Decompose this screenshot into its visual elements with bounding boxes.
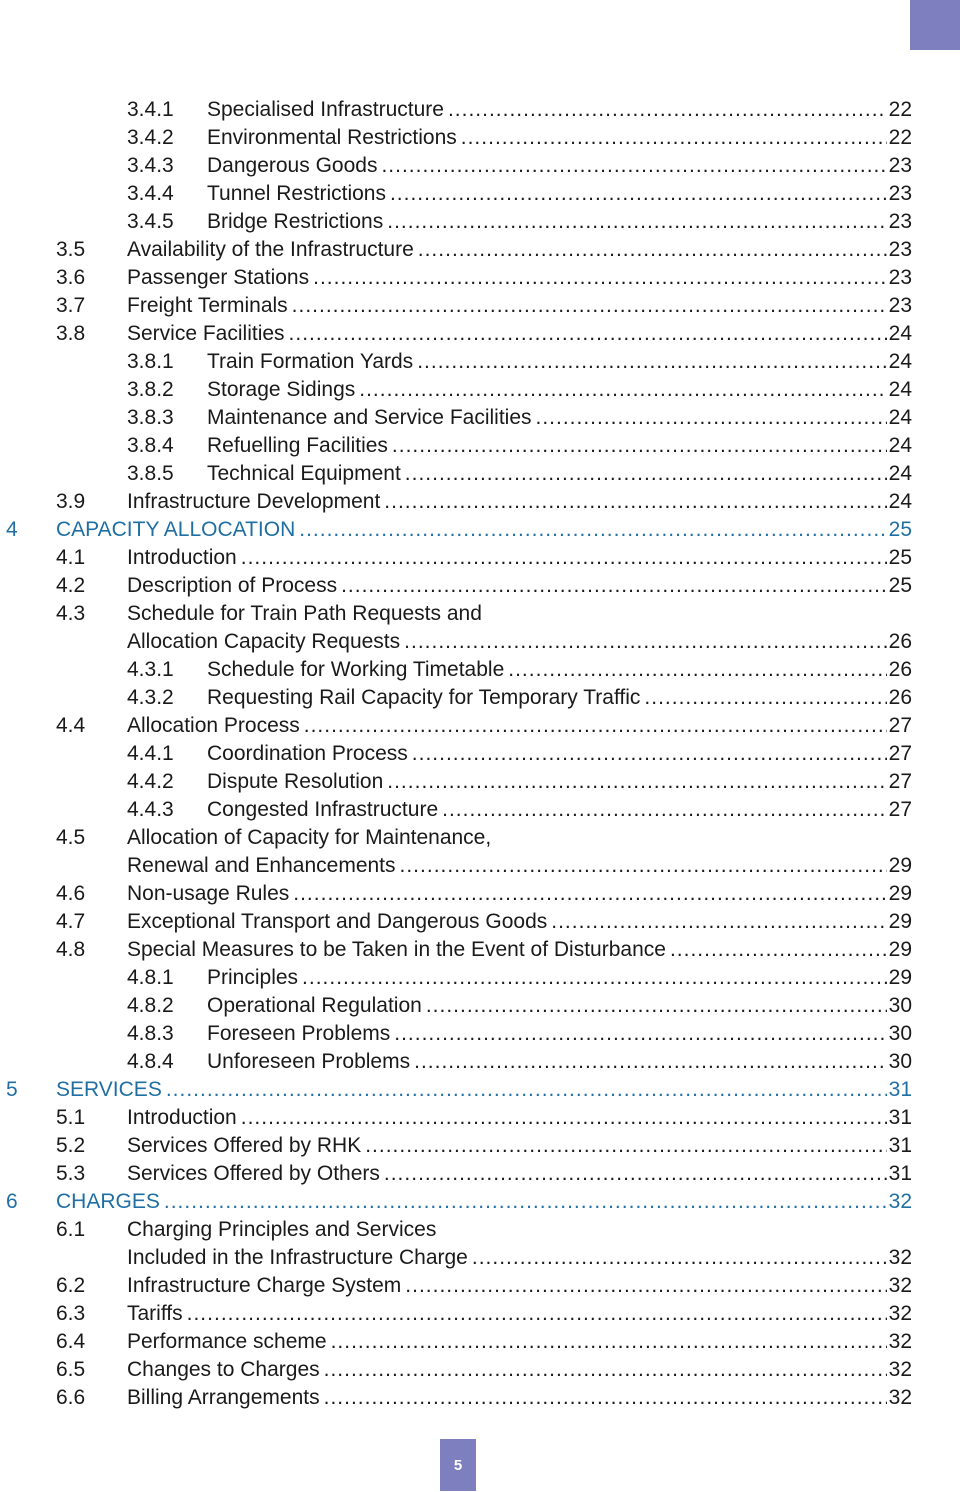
dot-leader <box>293 880 886 908</box>
toc-entry-page: 30 <box>888 1022 912 1045</box>
toc-entry-number: 3.4.4 <box>127 182 174 205</box>
toc-entry-number: 6 <box>6 1190 18 1213</box>
dot-leader <box>187 1300 887 1328</box>
toc-entry-page: 23 <box>888 294 912 317</box>
toc-entry-title: Availability of the Infrastructure <box>127 238 414 261</box>
toc-entry[interactable] <box>0 96 960 124</box>
toc-entry[interactable] <box>0 320 960 348</box>
toc-entry[interactable] <box>0 544 960 572</box>
toc-entry-title: Refuelling Facilities <box>207 434 388 457</box>
toc-entry[interactable] <box>0 1104 960 1132</box>
toc-entry[interactable] <box>0 152 960 180</box>
toc-entry[interactable] <box>0 1020 960 1048</box>
dot-leader <box>289 320 887 348</box>
toc-entry[interactable] <box>0 880 960 908</box>
toc-entry[interactable] <box>0 1160 960 1188</box>
toc-entry-title: Performance scheme <box>127 1330 327 1353</box>
toc-entry-title: CHARGES <box>56 1190 160 1213</box>
toc-entry-number: 4.8 <box>56 938 86 961</box>
toc-entry[interactable] <box>0 264 960 292</box>
dot-leader <box>442 796 887 824</box>
toc-entry-page: 32 <box>888 1246 912 1269</box>
toc-entry-number: 3.8.5 <box>127 462 174 485</box>
toc-entry-title: Schedule for Working Timetable <box>207 658 505 681</box>
toc-entry-page: 32 <box>888 1386 912 1409</box>
toc-entry-number: 4.6 <box>56 882 86 905</box>
toc-entry-number: 3.4.5 <box>127 210 174 233</box>
toc-entry-title: CAPACITY ALLOCATION <box>56 518 296 541</box>
toc-entry-page: 24 <box>888 350 912 373</box>
toc-entry-number: 4 <box>6 518 18 541</box>
toc-entry-page: 30 <box>888 1050 912 1073</box>
toc-entry-number: 4.5 <box>56 826 86 849</box>
toc-entry-number: 3.8.2 <box>127 378 174 401</box>
toc-entry[interactable] <box>0 1132 960 1160</box>
toc-entry[interactable] <box>0 600 960 628</box>
toc-entry-number: 3.5 <box>56 238 86 261</box>
toc-entry-title: Congested Infrastructure <box>207 798 439 821</box>
toc-entry-number: 4.7 <box>56 910 86 933</box>
toc-entry-number: 6.4 <box>56 1330 86 1353</box>
dot-leader <box>384 1160 887 1188</box>
dot-leader <box>241 1104 887 1132</box>
toc-entry-number: 3.6 <box>56 266 86 289</box>
toc-entry[interactable] <box>0 124 960 152</box>
toc-entry-title: Bridge Restrictions <box>207 210 384 233</box>
toc-entry-title: Description of Process <box>127 574 338 597</box>
toc-entry[interactable] <box>0 1076 960 1104</box>
toc-entry-page: 23 <box>888 210 912 233</box>
toc-entry-title: Included in the Infrastructure Charge <box>127 1246 468 1269</box>
toc-entry-page: 32 <box>888 1302 912 1325</box>
toc-entry-title: Specialised Infrastructure <box>207 98 444 121</box>
toc-entry[interactable] <box>0 376 960 404</box>
toc-entry-page: 23 <box>888 238 912 261</box>
toc-entry[interactable] <box>0 432 960 460</box>
toc-entry-title: Allocation Capacity Requests <box>127 630 401 653</box>
toc-entry[interactable] <box>0 460 960 488</box>
toc-entry-page: 31 <box>888 1078 912 1101</box>
dot-leader <box>331 1328 887 1356</box>
dot-leader <box>536 404 887 432</box>
toc-entry-page: 29 <box>888 910 912 933</box>
toc-entry-number: 5.3 <box>56 1162 86 1185</box>
toc-entry-number: 4.3.1 <box>127 658 174 681</box>
toc-entry-page: 27 <box>888 742 912 765</box>
toc-entry-number: 4.4.2 <box>127 770 174 793</box>
toc-entry[interactable] <box>0 1188 960 1216</box>
toc-entry[interactable] <box>0 824 960 852</box>
dot-leader <box>304 712 887 740</box>
toc-entry[interactable] <box>0 936 960 964</box>
toc-entry-page: 31 <box>888 1106 912 1129</box>
toc-entry-page: 27 <box>888 714 912 737</box>
toc-entry[interactable] <box>0 572 960 600</box>
toc-entry-number: 4.3.2 <box>127 686 174 709</box>
dot-leader <box>166 1076 887 1104</box>
toc-entry[interactable] <box>0 180 960 208</box>
toc-entry-title: Schedule for Train Path Requests and <box>127 602 482 625</box>
toc-entry-page: 24 <box>888 434 912 457</box>
dot-leader <box>387 768 886 796</box>
toc-entry-title: Services Offered by Others <box>127 1162 380 1185</box>
toc-entry-page: 29 <box>888 854 912 877</box>
toc-entry-page: 29 <box>888 938 912 961</box>
toc-entry-page: 26 <box>888 630 912 653</box>
toc-entry-number: 3.8.1 <box>127 350 174 373</box>
dot-leader <box>461 124 887 152</box>
toc-entry-page: 29 <box>888 882 912 905</box>
toc-entry-title: Principles <box>207 966 299 989</box>
toc-entry-page: 31 <box>888 1162 912 1185</box>
toc-entry-number: 3.4.3 <box>127 154 174 177</box>
toc-entry-page: 23 <box>888 182 912 205</box>
toc-entry-title: Unforeseen Problems <box>207 1050 411 1073</box>
toc-entry-page: 23 <box>888 266 912 289</box>
toc-entry[interactable] <box>0 740 960 768</box>
toc-entry-page: 32 <box>888 1330 912 1353</box>
dot-leader <box>241 544 887 572</box>
toc-entry[interactable] <box>0 236 960 264</box>
toc-entry-number: 3.4.2 <box>127 126 174 149</box>
toc-entry-title: Infrastructure Charge System <box>127 1274 402 1297</box>
toc-entry-number: 6.1 <box>56 1218 86 1241</box>
toc-entry-page: 30 <box>888 994 912 1017</box>
toc-entry-number: 4.8.4 <box>127 1050 174 1073</box>
toc-entry[interactable] <box>0 1216 960 1244</box>
toc-entry-number: 6.6 <box>56 1386 86 1409</box>
toc-entry[interactable] <box>0 1272 960 1300</box>
toc-entry[interactable] <box>0 992 960 1020</box>
toc-entry[interactable] <box>0 404 960 432</box>
toc-entry-number: 5.2 <box>56 1134 86 1157</box>
toc-entry-number: 3.8 <box>56 322 86 345</box>
toc-entry[interactable] <box>0 488 960 516</box>
toc-entry[interactable] <box>0 768 960 796</box>
toc-entry-page: 29 <box>888 966 912 989</box>
toc-entry[interactable] <box>0 656 960 684</box>
toc-entry-number: 3.8.3 <box>127 406 174 429</box>
dot-leader <box>405 1272 886 1300</box>
dot-leader <box>551 908 886 936</box>
toc-entry-page: 32 <box>888 1190 912 1213</box>
toc-entry-number: 4.1 <box>56 546 86 569</box>
toc-entry-title: Maintenance and Service Facilities <box>207 406 532 429</box>
toc-entry-title: Allocation Process <box>127 714 300 737</box>
toc-entry-number: 3.8.4 <box>127 434 174 457</box>
toc-entry[interactable] <box>0 1048 960 1076</box>
corner-tab <box>910 0 960 50</box>
toc-entry-title: Technical Equipment <box>207 462 401 485</box>
toc-entry-page: 22 <box>888 126 912 149</box>
toc-entry-title: Requesting Rail Capacity for Temporary Traffic <box>207 686 641 709</box>
toc-entry-page: 24 <box>888 378 912 401</box>
toc-entry-title: Billing Arrangements <box>127 1386 320 1409</box>
toc-entry-page: 32 <box>888 1274 912 1297</box>
dot-leader <box>313 264 887 292</box>
dot-leader <box>448 96 887 124</box>
dot-leader <box>412 740 887 768</box>
toc-entry-title: Coordination Process <box>207 742 408 765</box>
toc-entry[interactable] <box>0 684 960 712</box>
toc-entry-title: Allocation of Capacity for Maintenance, <box>127 826 492 849</box>
dot-leader <box>299 516 886 544</box>
toc-entry-title: Charging Principles and Services <box>127 1218 437 1241</box>
toc-entry-page: 23 <box>888 154 912 177</box>
toc-entry-title: Infrastructure Development <box>127 490 381 513</box>
dot-leader <box>508 656 886 684</box>
toc-entry-number: 5.1 <box>56 1106 86 1129</box>
toc-entry[interactable] <box>0 1384 960 1412</box>
dot-leader <box>302 964 887 992</box>
toc-entry-page: 24 <box>888 322 912 345</box>
toc-entry[interactable] <box>0 208 960 236</box>
toc-entry-number: 5 <box>6 1078 18 1101</box>
toc-entry-number: 4.2 <box>56 574 86 597</box>
toc-entry-title: Passenger Stations <box>127 266 310 289</box>
toc-entry-title: Dangerous Goods <box>207 154 378 177</box>
toc-entry-number: 3.7 <box>56 294 86 317</box>
toc-entry[interactable] <box>0 1300 960 1328</box>
toc-entry-title: Non-usage Rules <box>127 882 290 905</box>
toc-entry[interactable] <box>0 292 960 320</box>
dot-leader <box>384 488 886 516</box>
toc-entry-page: 27 <box>888 798 912 821</box>
dot-leader <box>392 432 887 460</box>
dot-leader <box>400 852 887 880</box>
toc-entry[interactable] <box>0 1328 960 1356</box>
toc-entry-number: 6.2 <box>56 1274 86 1297</box>
toc-entry-number: 4.4.3 <box>127 798 174 821</box>
dot-leader <box>390 180 887 208</box>
toc-entry-title: Introduction <box>127 546 237 569</box>
dot-leader <box>387 208 886 236</box>
dot-leader <box>359 376 886 404</box>
dot-leader <box>418 236 887 264</box>
dot-leader <box>670 936 887 964</box>
dot-leader <box>164 1188 887 1216</box>
toc-entry-page: 31 <box>888 1134 912 1157</box>
dot-leader <box>426 992 887 1020</box>
toc-entry-page: 25 <box>888 546 912 569</box>
toc-entry-title: Freight Terminals <box>127 294 288 317</box>
toc-entry[interactable] <box>0 908 960 936</box>
toc-entry-title: Special Measures to be Taken in the Event of Disturbance <box>127 938 666 961</box>
dot-leader <box>292 292 887 320</box>
toc-entry-number: 4.8.1 <box>127 966 174 989</box>
toc-entry-number: 3.9 <box>56 490 86 513</box>
dot-leader <box>404 628 886 656</box>
dot-leader <box>644 684 886 712</box>
dot-leader <box>472 1244 887 1272</box>
toc-entry[interactable] <box>0 516 960 544</box>
toc-entry-title: Foreseen Problems <box>207 1022 391 1045</box>
toc-entry-page: 26 <box>888 658 912 681</box>
toc-entry-title: Train Formation Yards <box>207 350 414 373</box>
toc-entry[interactable] <box>0 796 960 824</box>
toc-entry-title: Service Facilities <box>127 322 285 345</box>
dot-leader <box>324 1384 887 1412</box>
toc-entry-number: 4.8.2 <box>127 994 174 1017</box>
toc-entry-title: Storage Sidings <box>207 378 356 401</box>
dot-leader <box>417 348 886 376</box>
toc-entry-number: 6.3 <box>56 1302 86 1325</box>
toc-entry-page: 24 <box>888 462 912 485</box>
toc-entry-page: 24 <box>888 490 912 513</box>
toc-entry-number: 4.3 <box>56 602 86 625</box>
toc-entry-page: 26 <box>888 686 912 709</box>
toc-entry-title: Introduction <box>127 1106 237 1129</box>
toc-entry-title: Tariffs <box>127 1302 183 1325</box>
toc-entry[interactable] <box>0 348 960 376</box>
toc-entry-title: Exceptional Transport and Dangerous Goods <box>127 910 548 933</box>
toc-entry[interactable] <box>0 628 960 656</box>
toc-entry-page: 25 <box>888 574 912 597</box>
toc-entry-number: 3.4.1 <box>127 98 174 121</box>
dot-leader <box>381 152 886 180</box>
dot-leader <box>405 460 887 488</box>
dot-leader <box>365 1132 886 1160</box>
toc-entry[interactable] <box>0 852 960 880</box>
toc-entry[interactable] <box>0 712 960 740</box>
toc-entry-title: Operational Regulation <box>207 994 422 1017</box>
toc-entry-title: Changes to Charges <box>127 1358 320 1381</box>
toc-entry-page: 27 <box>888 770 912 793</box>
page-number: 5 <box>453 1456 463 1474</box>
toc-entry-page: 32 <box>888 1358 912 1381</box>
toc-entry-page: 24 <box>888 406 912 429</box>
dot-leader <box>394 1020 886 1048</box>
toc-entry-title: Environmental Restrictions <box>207 126 457 149</box>
toc-entry-title: SERVICES <box>56 1078 162 1101</box>
dot-leader <box>341 572 887 600</box>
toc-entry[interactable] <box>0 1244 960 1272</box>
toc-entry-number: 4.8.3 <box>127 1022 174 1045</box>
toc-entry[interactable] <box>0 1356 960 1384</box>
toc-entry-title: Dispute Resolution <box>207 770 384 793</box>
toc-entry-title: Renewal and Enhancements <box>127 854 396 877</box>
page-number-badge <box>440 1439 476 1491</box>
toc-entry-number: 4.4 <box>56 714 86 737</box>
dot-leader <box>324 1356 887 1384</box>
toc-entry-number: 4.4.1 <box>127 742 174 765</box>
toc-entry-title: Services Offered by RHK <box>127 1134 362 1157</box>
toc-entry-page: 22 <box>888 98 912 121</box>
toc-entry[interactable] <box>0 964 960 992</box>
dot-leader <box>414 1048 887 1076</box>
toc-entry-number: 6.5 <box>56 1358 86 1381</box>
toc-entry-page: 25 <box>888 518 912 541</box>
toc-entry-title: Tunnel Restrictions <box>207 182 386 205</box>
